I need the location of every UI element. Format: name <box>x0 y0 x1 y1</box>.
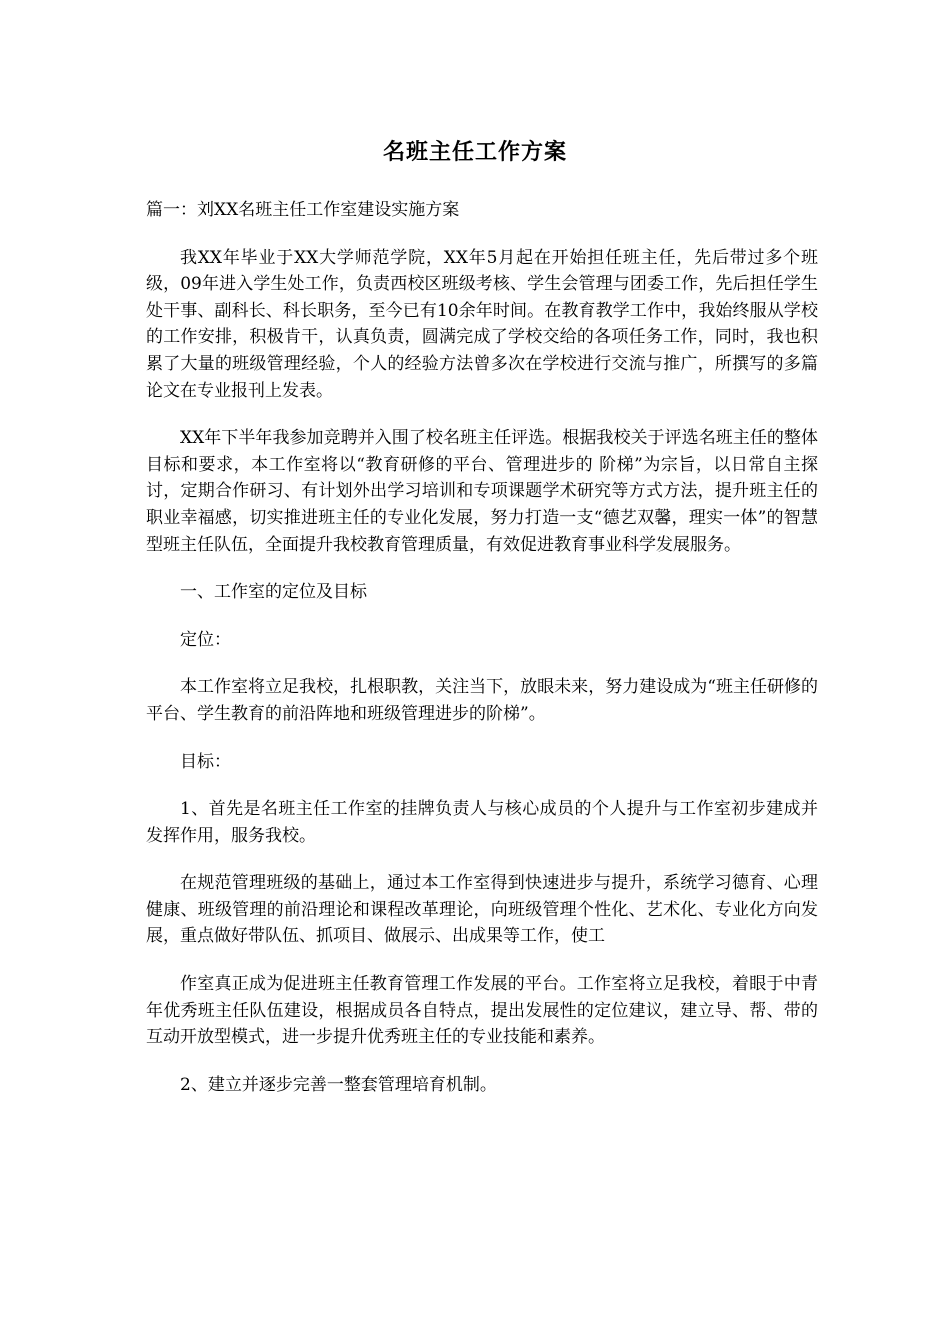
document-title: 名班主任工作方案 <box>382 139 567 165</box>
paragraph-goal-1-continued: 作室真正成为促进班主任教育管理工作发展的平台。工作室将立足我校，着眼于中青年优秀班主任队伍建设，根据成员各自特点，提出发展性的定位建议，建立导、帮、带的互动开放型模式，进一步提升优秀班主任的专业技能和素养。 <box>146 974 818 1048</box>
paragraph-purpose: XX年下半年我参加竞聘并入围了校名班主任评选。根据我校关于评选名班主任的整体目标和要求，本工作室将以“教育研修的平台、管理进步的 阶梯”为宗旨，以日常自主探讨，定期合作研习、有计划外出学习培训和专项课题学术研究等方式方法，提升班主任的职业幸福感，切实推进班主任的专业化发展，努力打造一支“德艺双馨，理实一体”的智慧型班主任队伍，全面提升我校教育管理质量，有效促进教育事业科学发展服务。 <box>146 428 818 555</box>
goals-label: 目标： <box>180 751 231 772</box>
paragraph-goal-1: 1、首先是名班主任工作室的挂牌负责人与核心成员的个人提升与工作室初步建成并发挥作用，服务我校。 <box>146 799 818 846</box>
positioning-label: 定位： <box>180 629 231 650</box>
paragraph-goal-1-detail: 在规范管理班级的基础上，通过本工作室得到快速进步与提升，系统学习德育、心理健康、班级管理的前沿理论和课程改革理论，向班级管理个性化、艺术化、专业化方向发展，重点做好带队伍、抓项目、做展示、出成果等工作，使工 <box>146 873 818 947</box>
section-heading: 一、工作室的定位及目标 <box>180 582 367 603</box>
paragraph-background: 我XX年毕业于XX大学师范学院，XX年5月起在开始担任班主任，先后带过多个班级，09年进入学生处工作，负责西校区班级考核、学生会管理与团委工作，先后担任学生处干事、副科长、科长职务，至今已有10余年时间。在教育教学工作中，我始终服从学校的工作安排，积极肯干，认真负责，圆满完成了学校交给的各项任务工作，同时，我也积累了大量的班级管理经验，个人的经验方法曾多次在学校进行交流与推广，所撰写的多篇论文在专业报刊上发表。 <box>146 247 818 401</box>
paragraph-goal-2: 2、建立并逐步完善一整套管理培育机制。 <box>180 1074 497 1095</box>
paragraph-positioning: 本工作室将立足我校，扎根职教，关注当下，放眼未来，努力建设成为“班主任研修的平台、学生教育的前沿阵地和班级管理进步的阶梯”。 <box>146 677 818 724</box>
document-body <box>146 197 818 1119</box>
article-subtitle: 篇一：刘XX名班主任工作室建设实施方案 <box>146 200 460 220</box>
